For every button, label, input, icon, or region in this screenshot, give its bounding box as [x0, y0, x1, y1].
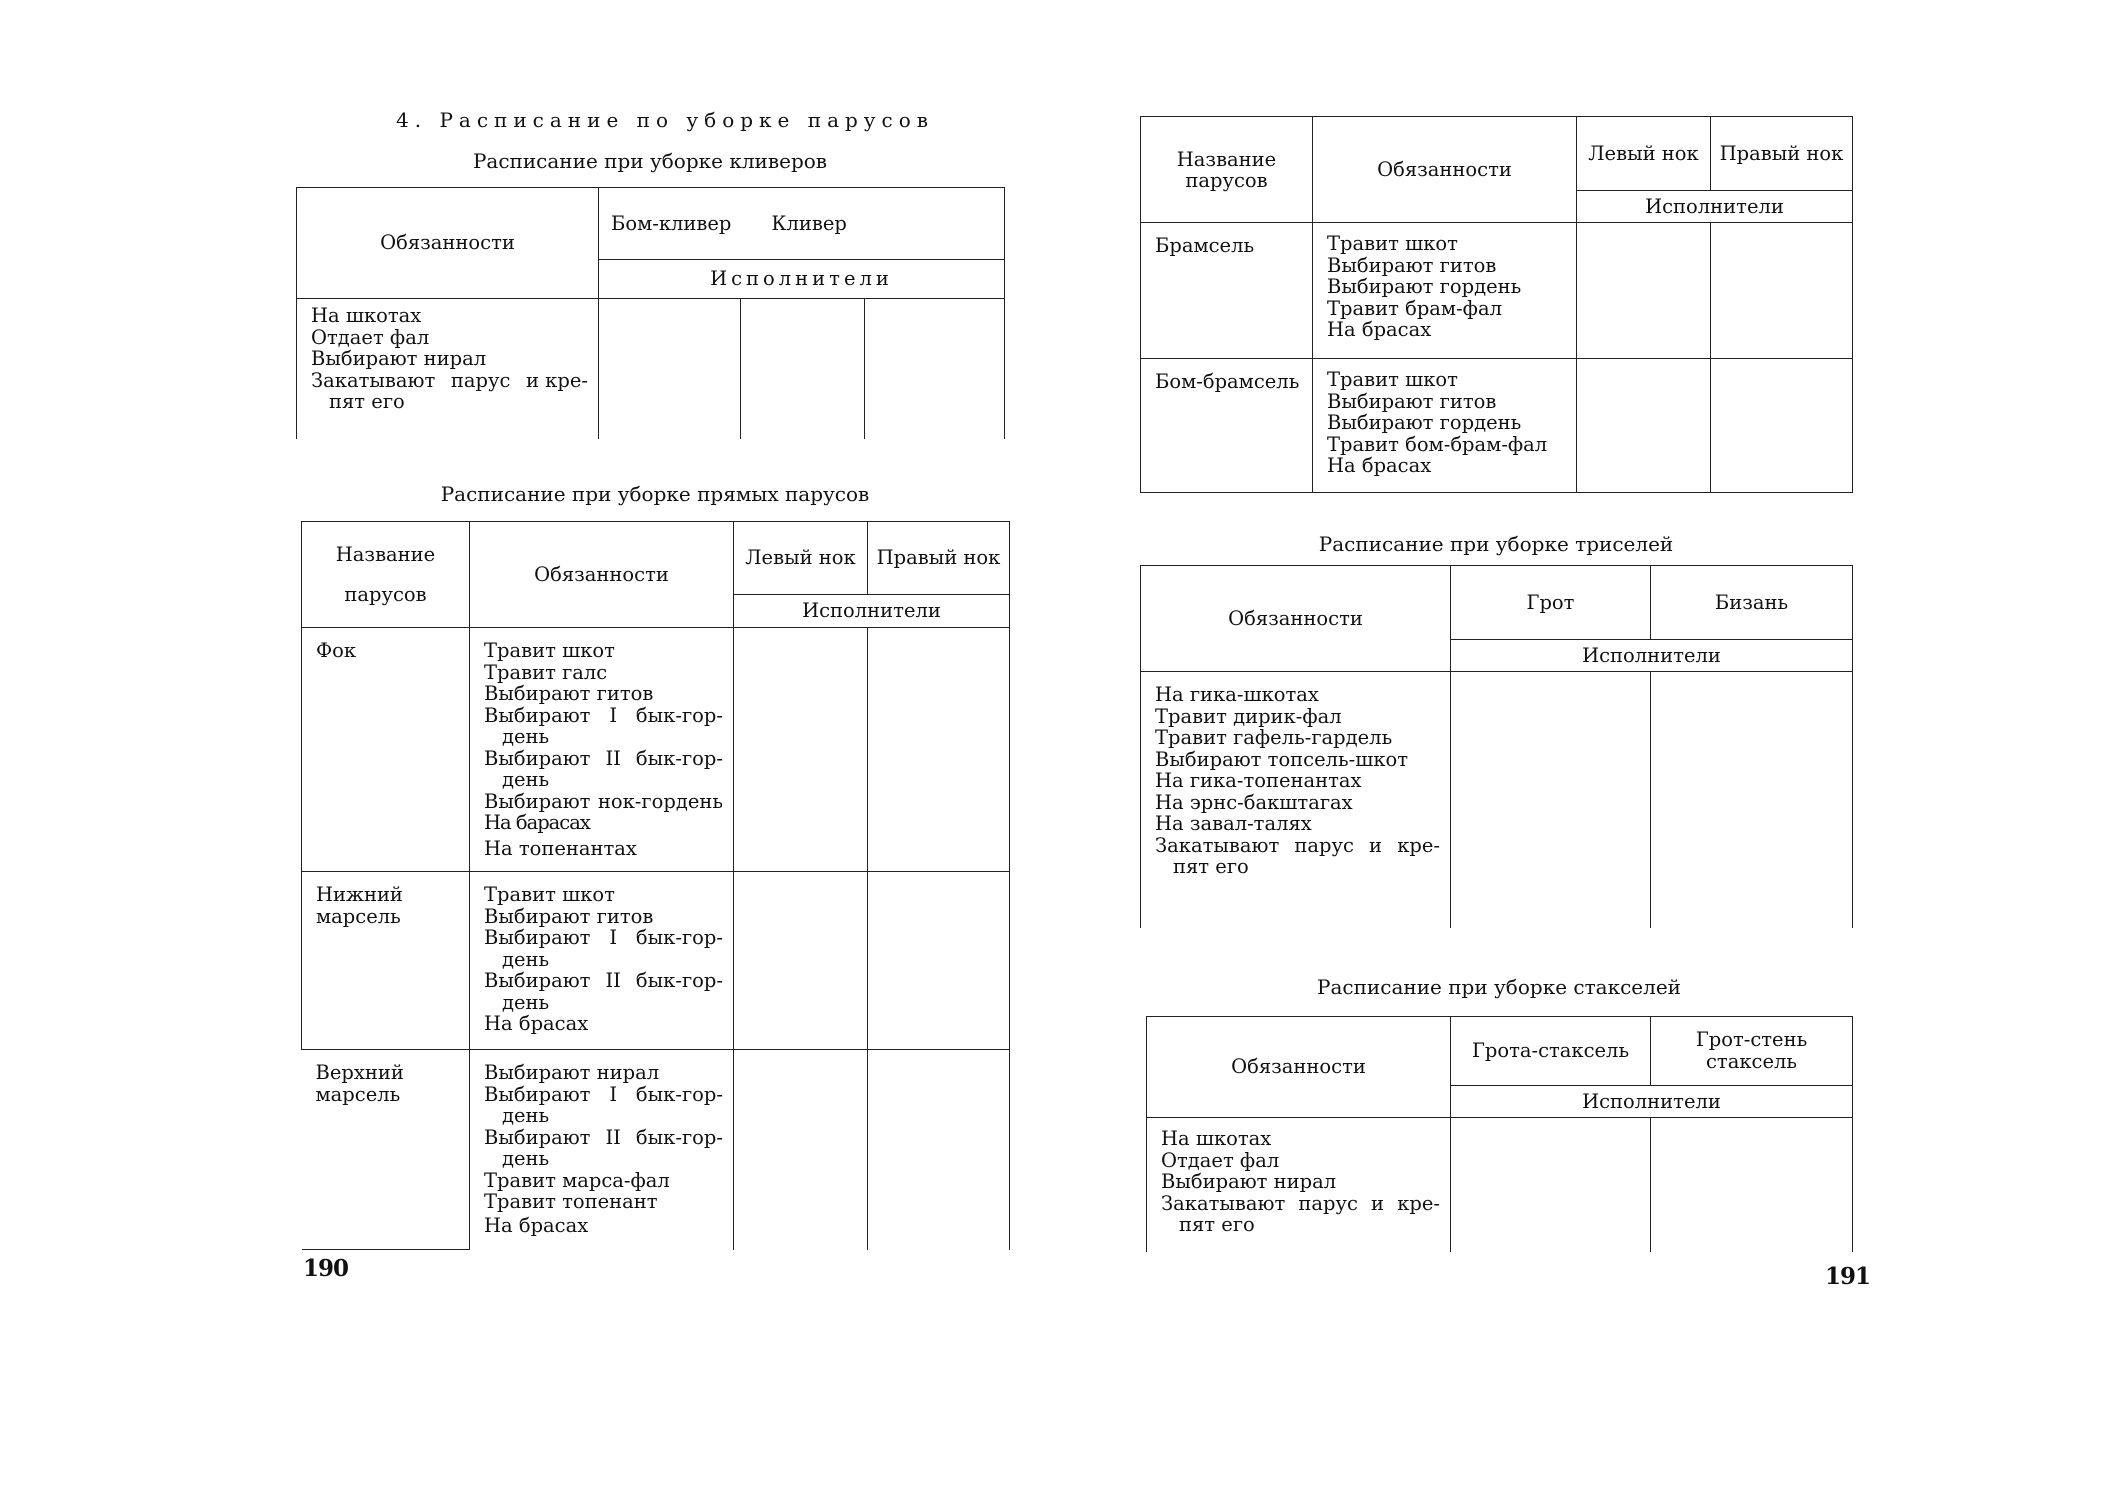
- jibs-sail-header: [599, 188, 1005, 260]
- top-left-yard-header: Левый нок: [1577, 117, 1711, 191]
- square-performer-cell: [868, 872, 1010, 1050]
- list-item: На шкотах: [1161, 1127, 1272, 1150]
- list-item: пят его: [1173, 855, 1249, 878]
- list-item: Травит галс: [484, 660, 608, 684]
- list-item: Выбирают I бык-гор-: [484, 703, 723, 727]
- trysails-col-main: Грот: [1451, 566, 1651, 640]
- list-item: На гика-топенантах: [1155, 769, 1362, 792]
- top-performer-cell: [1577, 223, 1711, 359]
- list-item: Выбирают гордень: [1327, 275, 1522, 298]
- list-item: Травит шкот: [484, 639, 615, 662]
- list-item: день: [502, 768, 550, 791]
- list-item: На шкотах: [311, 304, 422, 327]
- list-item: На брасах: [1327, 318, 1432, 341]
- top-right-yard-header: Правый нок: [1711, 117, 1853, 191]
- square-duties-header: Обязанности: [470, 522, 734, 628]
- trysails-caption: Расписание при уборке триселей: [1318, 532, 1674, 556]
- staysails-col-main-staysail: Грота-стаксель: [1451, 1017, 1651, 1086]
- list-item: Выбирают I бык-гор-: [484, 1082, 723, 1106]
- jibs-col-flying-jib: Бом-кливер: [611, 211, 732, 235]
- trysails-performers-header: Исполнители: [1451, 640, 1853, 672]
- top-royal-duties: [1313, 223, 1577, 359]
- list-item: Отдает фал: [311, 325, 430, 349]
- jibs-performer-cell: [741, 299, 865, 439]
- top-duties-header: Обязанности: [1313, 117, 1577, 223]
- list-item: Выбирают II бык-гор-: [484, 746, 723, 770]
- list-item: Выбирают нирал: [484, 1061, 660, 1084]
- square-upper-topsail-duties: [470, 1050, 734, 1250]
- staysails-duties-header: Обязанности: [1147, 1017, 1451, 1118]
- list-item: На брасах: [1327, 454, 1432, 477]
- jibs-performer-cell: [865, 299, 1005, 439]
- trysails-table: [1140, 565, 1853, 928]
- square-table: [301, 521, 1010, 1250]
- list-item: Закатывают парус и кре-: [311, 368, 588, 392]
- square-performer-cell: [868, 1050, 1010, 1250]
- top-sail-skysail: Бом-брамсель: [1141, 359, 1313, 493]
- staysails-col-main-topmast-staysail: Грот-стень стаксель: [1651, 1017, 1853, 1086]
- square-performer-cell: [734, 628, 868, 872]
- trysails-duties-list: [1141, 672, 1451, 928]
- list-item: Выбирают нок-гордень: [484, 789, 723, 813]
- list-item: день: [502, 947, 550, 971]
- list-item: На топенантах: [484, 836, 637, 860]
- jibs-duties-list: [297, 299, 599, 439]
- staysails-performers-header: Исполнители: [1451, 1086, 1853, 1118]
- trysails-performer-cell: [1651, 672, 1853, 928]
- jibs-performer-cell: [599, 299, 741, 439]
- list-item: Травит шкот: [484, 883, 615, 906]
- square-left-yard-header: Левый нок: [734, 522, 868, 595]
- list-item: Выбирают II бык-гор-: [484, 1125, 723, 1149]
- jibs-table: [296, 187, 1005, 439]
- square-sail-fore: Фок: [302, 628, 470, 872]
- top-performer-cell: [1711, 223, 1853, 359]
- page-number-left: 190: [303, 1255, 349, 1282]
- list-item: Травит бом-брам-фал: [1327, 432, 1548, 456]
- staysails-duties-list: [1147, 1118, 1451, 1252]
- list-item: Выбирают гитов: [484, 904, 654, 928]
- square-performers-header: Исполнители: [734, 595, 1010, 628]
- square-performer-cell: [868, 628, 1010, 872]
- jibs-performers-header: Исполнители: [599, 260, 1005, 299]
- list-item: Выбирают топсель-шкот: [1155, 747, 1409, 771]
- page-number-right: 191: [1825, 1263, 1871, 1290]
- list-item: На завал-талях: [1155, 812, 1312, 835]
- top-performer-cell: [1577, 359, 1711, 493]
- square-performer-cell: [734, 872, 868, 1050]
- list-item: Травит дирик-фал: [1155, 704, 1342, 728]
- top-sails-table: [1140, 116, 1853, 493]
- list-item: Травит шкот: [1327, 232, 1458, 255]
- list-item: Выбирают I бык-гор-: [484, 926, 723, 949]
- top-skysail-duties: [1313, 359, 1577, 493]
- list-item: Травит топенант: [484, 1190, 658, 1213]
- top-performers-header: Исполнители: [1577, 191, 1853, 223]
- jibs-col-jib: Кливер: [771, 211, 847, 235]
- list-item: день: [502, 1104, 550, 1127]
- list-item: Отдает фал: [1161, 1148, 1280, 1172]
- square-performer-cell: [734, 1050, 868, 1250]
- list-item: На барасах: [484, 811, 590, 834]
- square-fore-duties: [470, 628, 734, 872]
- staysails-performer-cell: [1451, 1118, 1651, 1252]
- list-item: Выбирают гордень: [1327, 411, 1522, 434]
- square-caption: Расписание при уборке прямых парусов: [440, 482, 870, 506]
- list-item: Выбирают нирал: [1161, 1170, 1337, 1193]
- trysails-duties-header: Обязанности: [1141, 566, 1451, 672]
- list-item: Выбирают гитов: [1327, 253, 1497, 277]
- section-title: 4. Расписание по уборке парусов: [396, 108, 935, 132]
- top-sail-royal: Брамсель: [1141, 223, 1313, 359]
- jibs-caption: Расписание при уборке кливеров: [472, 149, 828, 173]
- staysails-performer-cell: [1651, 1118, 1853, 1252]
- list-item: На брасах: [484, 1012, 589, 1035]
- square-right-yard-header: Правый нок: [868, 522, 1010, 595]
- list-item: Травит гафель-гардель: [1155, 726, 1393, 749]
- square-lower-topsail-duties: [470, 872, 734, 1050]
- top-name-header: Название парусов: [1141, 117, 1313, 223]
- square-name-header: Название парусов: [302, 522, 470, 628]
- staysails-table: [1146, 1016, 1853, 1252]
- list-item: пят его: [329, 390, 405, 413]
- list-item: день: [502, 1147, 550, 1170]
- list-item: Закатывают парус и кре-: [1155, 833, 1440, 857]
- staysails-caption: Расписание при уборке стакселей: [1317, 975, 1681, 999]
- list-item: Закатывают парус и кре-: [1161, 1191, 1440, 1215]
- list-item: день: [502, 990, 550, 1014]
- list-item: Выбирают гитов: [1327, 389, 1497, 413]
- list-item: На брасах: [484, 1213, 589, 1237]
- square-sail-upper-topsail: Верхний марсель: [302, 1050, 470, 1250]
- square-sail-lower-topsail: Нижний марсель: [302, 872, 470, 1050]
- jibs-duties-header: Обязанности: [297, 188, 599, 299]
- list-item: На гика-шкотах: [1155, 683, 1319, 706]
- trysails-col-mizzen: Бизань: [1651, 566, 1853, 640]
- list-item: Травит марса-фал: [484, 1168, 670, 1192]
- top-performer-cell: [1711, 359, 1853, 493]
- trysails-performer-cell: [1451, 672, 1651, 928]
- list-item: Выбирают нирал: [311, 347, 487, 370]
- list-item: день: [502, 725, 550, 748]
- list-item: пят его: [1179, 1213, 1255, 1236]
- list-item: Выбирают гитов: [484, 682, 654, 705]
- list-item: На эрнс-бакштагах: [1155, 790, 1353, 814]
- list-item: Травит брам-фал: [1327, 296, 1502, 320]
- list-item: Травит шкот: [1327, 368, 1458, 391]
- list-item: Выбирают II бык-гор-: [484, 969, 723, 992]
